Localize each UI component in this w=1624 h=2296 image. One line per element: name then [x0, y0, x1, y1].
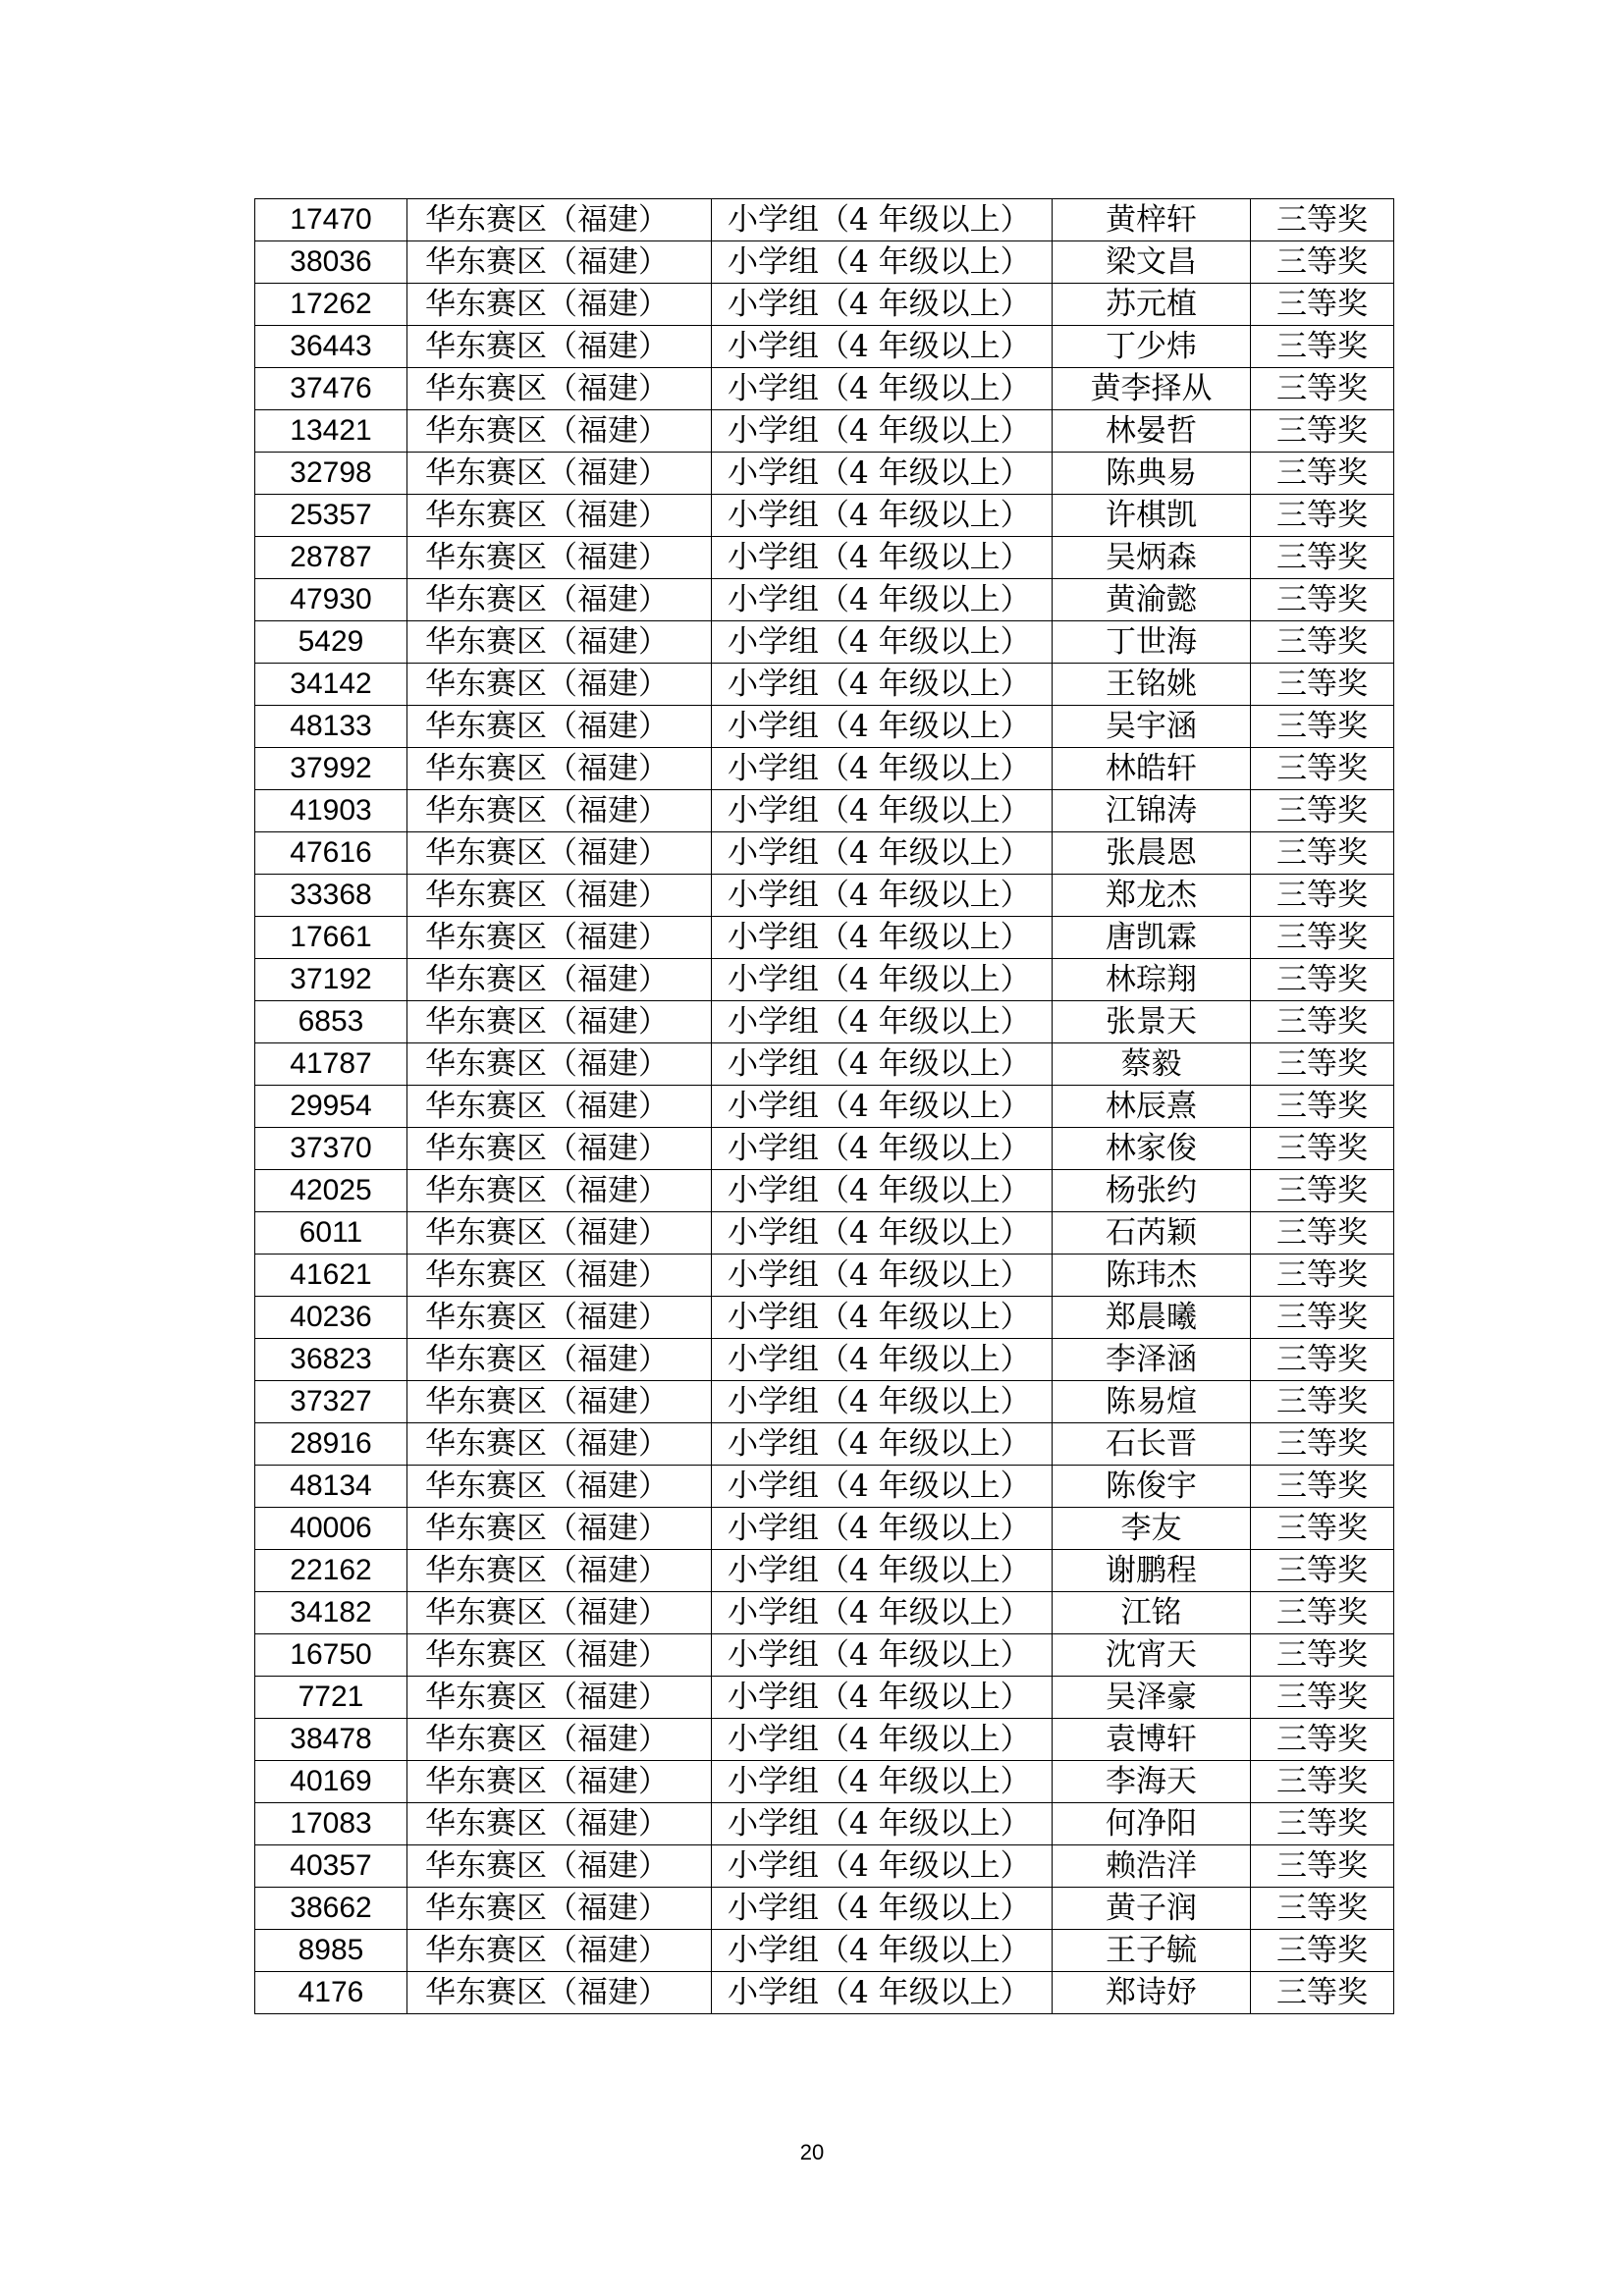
group-cell: 小学组（4 年级以上） [712, 1043, 1053, 1086]
group-cell: 小学组（4 年级以上） [712, 1466, 1053, 1508]
region-cell: 华东赛区（福建） [407, 199, 712, 241]
contestant-id-cell: 40169 [255, 1761, 407, 1803]
group-cell: 小学组（4 年级以上） [712, 1719, 1053, 1761]
contestant-name-cell: 江铭 [1053, 1592, 1251, 1634]
region-cell: 华东赛区（福建） [407, 368, 712, 410]
region-cell: 华东赛区（福建） [407, 917, 712, 959]
table-row [255, 1634, 1394, 1677]
group-cell: 小学组（4 年级以上） [712, 1550, 1053, 1592]
contestant-name-cell: 何净阳 [1053, 1803, 1251, 1845]
table-row [255, 832, 1394, 875]
contestant-id-cell: 8985 [255, 1930, 407, 1972]
region-cell: 华东赛区（福建） [407, 1508, 712, 1550]
contestant-id-cell: 17262 [255, 284, 407, 326]
contestant-name-cell: 杨张约 [1053, 1170, 1251, 1212]
group-cell: 小学组（4 年级以上） [712, 1508, 1053, 1550]
group-cell: 小学组（4 年级以上） [712, 284, 1053, 326]
region-cell: 华东赛区（福建） [407, 1423, 712, 1466]
contestant-id-cell: 28916 [255, 1423, 407, 1466]
contestant-id-cell: 25357 [255, 495, 407, 537]
contestant-name-cell: 沈宵天 [1053, 1634, 1251, 1677]
award-level-cell: 三等奖 [1251, 748, 1394, 790]
region-cell: 华东赛区（福建） [407, 959, 712, 1001]
contestant-name-cell: 黄李择从 [1053, 368, 1251, 410]
group-cell: 小学组（4 年级以上） [712, 790, 1053, 832]
region-cell: 华东赛区（福建） [407, 537, 712, 579]
award-level-cell: 三等奖 [1251, 1592, 1394, 1634]
award-level-cell: 三等奖 [1251, 453, 1394, 495]
region-cell: 华东赛区（福建） [407, 1297, 712, 1339]
award-level-cell: 三等奖 [1251, 832, 1394, 875]
region-cell: 华东赛区（福建） [407, 326, 712, 368]
table-row [255, 1212, 1394, 1255]
award-list-table [254, 198, 1394, 2014]
contestant-name-cell: 林辰熹 [1053, 1086, 1251, 1128]
table-row [255, 1423, 1394, 1466]
group-cell: 小学组（4 年级以上） [712, 832, 1053, 875]
group-cell: 小学组（4 年级以上） [712, 917, 1053, 959]
contestant-name-cell: 梁文昌 [1053, 241, 1251, 284]
region-cell: 华东赛区（福建） [407, 1634, 712, 1677]
contestant-name-cell: 石芮颖 [1053, 1212, 1251, 1255]
award-level-cell: 三等奖 [1251, 1845, 1394, 1888]
group-cell: 小学组（4 年级以上） [712, 326, 1053, 368]
region-cell: 华东赛区（福建） [407, 1466, 712, 1508]
contestant-name-cell: 李友 [1053, 1508, 1251, 1550]
group-cell: 小学组（4 年级以上） [712, 453, 1053, 495]
table-row [255, 1930, 1394, 1972]
award-level-cell: 三等奖 [1251, 199, 1394, 241]
table-row [255, 368, 1394, 410]
group-cell: 小学组（4 年级以上） [712, 1255, 1053, 1297]
group-cell: 小学组（4 年级以上） [712, 1972, 1053, 2014]
group-cell: 小学组（4 年级以上） [712, 1212, 1053, 1255]
table-row [255, 284, 1394, 326]
page-number: 20 [799, 2140, 825, 2164]
award-level-cell: 三等奖 [1251, 1297, 1394, 1339]
contestant-id-cell: 36823 [255, 1339, 407, 1381]
region-cell: 华东赛区（福建） [407, 1803, 712, 1845]
region-cell: 华东赛区（福建） [407, 1888, 712, 1930]
region-cell: 华东赛区（福建） [407, 748, 712, 790]
award-level-cell: 三等奖 [1251, 1255, 1394, 1297]
group-cell: 小学组（4 年级以上） [712, 1001, 1053, 1043]
contestant-name-cell: 郑晨曦 [1053, 1297, 1251, 1339]
award-level-cell: 三等奖 [1251, 1972, 1394, 2014]
table-row [255, 326, 1394, 368]
contestant-id-cell: 40006 [255, 1508, 407, 1550]
region-cell: 华东赛区（福建） [407, 1592, 712, 1634]
contestant-id-cell: 17470 [255, 199, 407, 241]
table-row [255, 1845, 1394, 1888]
table-row [255, 748, 1394, 790]
contestant-name-cell: 许棋凯 [1053, 495, 1251, 537]
contestant-id-cell: 48133 [255, 706, 407, 748]
region-cell: 华东赛区（福建） [407, 1930, 712, 1972]
group-cell: 小学组（4 年级以上） [712, 664, 1053, 706]
contestant-name-cell: 陈典易 [1053, 453, 1251, 495]
contestant-name-cell: 吴炳森 [1053, 537, 1251, 579]
contestant-name-cell: 唐凯霖 [1053, 917, 1251, 959]
region-cell: 华东赛区（福建） [407, 832, 712, 875]
contestant-name-cell: 吴宇涵 [1053, 706, 1251, 748]
group-cell: 小学组（4 年级以上） [712, 706, 1053, 748]
table-row [255, 1381, 1394, 1423]
region-cell: 华东赛区（福建） [407, 875, 712, 917]
award-level-cell: 三等奖 [1251, 1719, 1394, 1761]
award-level-cell: 三等奖 [1251, 1423, 1394, 1466]
group-cell: 小学组（4 年级以上） [712, 1297, 1053, 1339]
contestant-name-cell: 陈玮杰 [1053, 1255, 1251, 1297]
group-cell: 小学组（4 年级以上） [712, 368, 1053, 410]
group-cell: 小学组（4 年级以上） [712, 1423, 1053, 1466]
award-level-cell: 三等奖 [1251, 537, 1394, 579]
contestant-name-cell: 蔡毅 [1053, 1043, 1251, 1086]
contestant-id-cell: 17083 [255, 1803, 407, 1845]
contestant-id-cell: 38036 [255, 241, 407, 284]
group-cell: 小学组（4 年级以上） [712, 1761, 1053, 1803]
region-cell: 华东赛区（福建） [407, 1845, 712, 1888]
contestant-id-cell: 7721 [255, 1677, 407, 1719]
award-level-cell: 三等奖 [1251, 284, 1394, 326]
contestant-id-cell: 41787 [255, 1043, 407, 1086]
contestant-id-cell: 28787 [255, 537, 407, 579]
region-cell: 华东赛区（福建） [407, 495, 712, 537]
contestant-name-cell: 林琮翔 [1053, 959, 1251, 1001]
table-row [255, 1508, 1394, 1550]
contestant-id-cell: 6853 [255, 1001, 407, 1043]
contestant-id-cell: 37327 [255, 1381, 407, 1423]
group-cell: 小学组（4 年级以上） [712, 199, 1053, 241]
table-row [255, 1761, 1394, 1803]
award-level-cell: 三等奖 [1251, 241, 1394, 284]
contestant-id-cell: 33368 [255, 875, 407, 917]
region-cell: 华东赛区（福建） [407, 1086, 712, 1128]
table-row [255, 1128, 1394, 1170]
region-cell: 华东赛区（福建） [407, 1719, 712, 1761]
region-cell: 华东赛区（福建） [407, 579, 712, 621]
contestant-id-cell: 48134 [255, 1466, 407, 1508]
table-row [255, 1170, 1394, 1212]
table-row [255, 1001, 1394, 1043]
region-cell: 华东赛区（福建） [407, 621, 712, 664]
award-level-cell: 三等奖 [1251, 1466, 1394, 1508]
contestant-name-cell: 陈俊宇 [1053, 1466, 1251, 1508]
table-row [255, 621, 1394, 664]
region-cell: 华东赛区（福建） [407, 241, 712, 284]
table-row [255, 537, 1394, 579]
group-cell: 小学组（4 年级以上） [712, 1170, 1053, 1212]
contestant-name-cell: 袁博轩 [1053, 1719, 1251, 1761]
region-cell: 华东赛区（福建） [407, 1972, 712, 2014]
table-row [255, 199, 1394, 241]
contestant-id-cell: 40236 [255, 1297, 407, 1339]
region-cell: 华东赛区（福建） [407, 1677, 712, 1719]
award-level-cell: 三等奖 [1251, 664, 1394, 706]
contestant-id-cell: 36443 [255, 326, 407, 368]
region-cell: 华东赛区（福建） [407, 1550, 712, 1592]
table-row [255, 1803, 1394, 1845]
table-row [255, 1466, 1394, 1508]
table-row [255, 1719, 1394, 1761]
contestant-name-cell: 江锦涛 [1053, 790, 1251, 832]
group-cell: 小学组（4 年级以上） [712, 495, 1053, 537]
contestant-id-cell: 32798 [255, 453, 407, 495]
group-cell: 小学组（4 年级以上） [712, 1086, 1053, 1128]
contestant-id-cell: 40357 [255, 1845, 407, 1888]
table-row [255, 790, 1394, 832]
contestant-name-cell: 黄渝懿 [1053, 579, 1251, 621]
award-level-cell: 三等奖 [1251, 1128, 1394, 1170]
region-cell: 华东赛区（福建） [407, 284, 712, 326]
award-level-cell: 三等奖 [1251, 410, 1394, 453]
contestant-name-cell: 林皓轩 [1053, 748, 1251, 790]
table-row [255, 1086, 1394, 1128]
table-row [255, 917, 1394, 959]
contestant-name-cell: 郑龙杰 [1053, 875, 1251, 917]
contestant-name-cell: 张景天 [1053, 1001, 1251, 1043]
table-row [255, 1677, 1394, 1719]
table-row [255, 241, 1394, 284]
contestant-name-cell: 石长晋 [1053, 1423, 1251, 1466]
award-level-cell: 三等奖 [1251, 1550, 1394, 1592]
group-cell: 小学组（4 年级以上） [712, 959, 1053, 1001]
contestant-name-cell: 吴泽豪 [1053, 1677, 1251, 1719]
region-cell: 华东赛区（福建） [407, 706, 712, 748]
region-cell: 华东赛区（福建） [407, 453, 712, 495]
award-level-cell: 三等奖 [1251, 1888, 1394, 1930]
contestant-id-cell: 6011 [255, 1212, 407, 1255]
award-level-cell: 三等奖 [1251, 1634, 1394, 1677]
contestant-id-cell: 47930 [255, 579, 407, 621]
group-cell: 小学组（4 年级以上） [712, 1930, 1053, 1972]
region-cell: 华东赛区（福建） [407, 1128, 712, 1170]
table-row [255, 1888, 1394, 1930]
award-level-cell: 三等奖 [1251, 706, 1394, 748]
group-cell: 小学组（4 年级以上） [712, 579, 1053, 621]
contestant-id-cell: 13421 [255, 410, 407, 453]
region-cell: 华东赛区（福建） [407, 1001, 712, 1043]
contestant-name-cell: 黄子润 [1053, 1888, 1251, 1930]
contestant-id-cell: 38478 [255, 1719, 407, 1761]
table-row [255, 1972, 1394, 2014]
group-cell: 小学组（4 年级以上） [712, 1803, 1053, 1845]
contestant-id-cell: 47616 [255, 832, 407, 875]
table-row [255, 1550, 1394, 1592]
contestant-name-cell: 李海天 [1053, 1761, 1251, 1803]
contestant-id-cell: 37992 [255, 748, 407, 790]
award-level-cell: 三等奖 [1251, 1761, 1394, 1803]
table-row [255, 495, 1394, 537]
contestant-name-cell: 谢鹏程 [1053, 1550, 1251, 1592]
region-cell: 华东赛区（福建） [407, 1043, 712, 1086]
award-level-cell: 三等奖 [1251, 1508, 1394, 1550]
group-cell: 小学组（4 年级以上） [712, 748, 1053, 790]
contestant-id-cell: 38662 [255, 1888, 407, 1930]
award-level-cell: 三等奖 [1251, 326, 1394, 368]
table-row [255, 875, 1394, 917]
award-level-cell: 三等奖 [1251, 1212, 1394, 1255]
group-cell: 小学组（4 年级以上） [712, 1634, 1053, 1677]
contestant-id-cell: 22162 [255, 1550, 407, 1592]
contestant-id-cell: 16750 [255, 1634, 407, 1677]
table-row [255, 706, 1394, 748]
table-row [255, 1255, 1394, 1297]
contestant-id-cell: 4176 [255, 1972, 407, 2014]
contestant-id-cell: 34142 [255, 664, 407, 706]
award-level-cell: 三等奖 [1251, 875, 1394, 917]
award-level-cell: 三等奖 [1251, 1803, 1394, 1845]
award-level-cell: 三等奖 [1251, 579, 1394, 621]
group-cell: 小学组（4 年级以上） [712, 1888, 1053, 1930]
award-level-cell: 三等奖 [1251, 1381, 1394, 1423]
contestant-name-cell: 李泽涵 [1053, 1339, 1251, 1381]
award-level-cell: 三等奖 [1251, 1001, 1394, 1043]
group-cell: 小学组（4 年级以上） [712, 410, 1053, 453]
award-level-cell: 三等奖 [1251, 1170, 1394, 1212]
group-cell: 小学组（4 年级以上） [712, 1381, 1053, 1423]
table-row [255, 579, 1394, 621]
group-cell: 小学组（4 年级以上） [712, 1339, 1053, 1381]
table-row [255, 1592, 1394, 1634]
table-row [255, 1297, 1394, 1339]
award-level-cell: 三等奖 [1251, 917, 1394, 959]
contestant-id-cell: 41621 [255, 1255, 407, 1297]
table-row [255, 453, 1394, 495]
contestant-id-cell: 34182 [255, 1592, 407, 1634]
contestant-id-cell: 37476 [255, 368, 407, 410]
contestant-id-cell: 29954 [255, 1086, 407, 1128]
award-level-cell: 三等奖 [1251, 495, 1394, 537]
contestant-name-cell: 丁世海 [1053, 621, 1251, 664]
award-level-cell: 三等奖 [1251, 1677, 1394, 1719]
contestant-name-cell: 黄梓轩 [1053, 199, 1251, 241]
region-cell: 华东赛区（福建） [407, 1212, 712, 1255]
contestant-id-cell: 5429 [255, 621, 407, 664]
contestant-id-cell: 37192 [255, 959, 407, 1001]
group-cell: 小学组（4 年级以上） [712, 241, 1053, 284]
contestant-name-cell: 赖浩洋 [1053, 1845, 1251, 1888]
award-level-cell: 三等奖 [1251, 368, 1394, 410]
group-cell: 小学组（4 年级以上） [712, 875, 1053, 917]
table-row [255, 959, 1394, 1001]
contestant-name-cell: 张晨恩 [1053, 832, 1251, 875]
award-level-cell: 三等奖 [1251, 621, 1394, 664]
award-level-cell: 三等奖 [1251, 1339, 1394, 1381]
table-row [255, 410, 1394, 453]
contestant-name-cell: 王铭姚 [1053, 664, 1251, 706]
contestant-id-cell: 42025 [255, 1170, 407, 1212]
contestant-id-cell: 37370 [255, 1128, 407, 1170]
contestant-name-cell: 丁少炜 [1053, 326, 1251, 368]
table-row [255, 1339, 1394, 1381]
award-level-cell: 三等奖 [1251, 790, 1394, 832]
region-cell: 华东赛区（福建） [407, 1761, 712, 1803]
contestant-name-cell: 林晏哲 [1053, 410, 1251, 453]
contestant-name-cell: 王子毓 [1053, 1930, 1251, 1972]
contestant-name-cell: 陈易煊 [1053, 1381, 1251, 1423]
award-level-cell: 三等奖 [1251, 959, 1394, 1001]
contestant-id-cell: 41903 [255, 790, 407, 832]
award-level-cell: 三等奖 [1251, 1043, 1394, 1086]
region-cell: 华东赛区（福建） [407, 664, 712, 706]
award-level-cell: 三等奖 [1251, 1086, 1394, 1128]
group-cell: 小学组（4 年级以上） [712, 1592, 1053, 1634]
contestant-name-cell: 郑诗妤 [1053, 1972, 1251, 2014]
group-cell: 小学组（4 年级以上） [712, 621, 1053, 664]
table-row [255, 664, 1394, 706]
group-cell: 小学组（4 年级以上） [712, 1845, 1053, 1888]
region-cell: 华东赛区（福建） [407, 1255, 712, 1297]
region-cell: 华东赛区（福建） [407, 1339, 712, 1381]
region-cell: 华东赛区（福建） [407, 1381, 712, 1423]
group-cell: 小学组（4 年级以上） [712, 1677, 1053, 1719]
contestant-id-cell: 17661 [255, 917, 407, 959]
region-cell: 华东赛区（福建） [407, 1170, 712, 1212]
group-cell: 小学组（4 年级以上） [712, 1128, 1053, 1170]
group-cell: 小学组（4 年级以上） [712, 537, 1053, 579]
table-row [255, 1043, 1394, 1086]
contestant-name-cell: 苏元植 [1053, 284, 1251, 326]
award-level-cell: 三等奖 [1251, 1930, 1394, 1972]
region-cell: 华东赛区（福建） [407, 790, 712, 832]
region-cell: 华东赛区（福建） [407, 410, 712, 453]
award-list-body [255, 199, 1394, 2014]
contestant-name-cell: 林家俊 [1053, 1128, 1251, 1170]
